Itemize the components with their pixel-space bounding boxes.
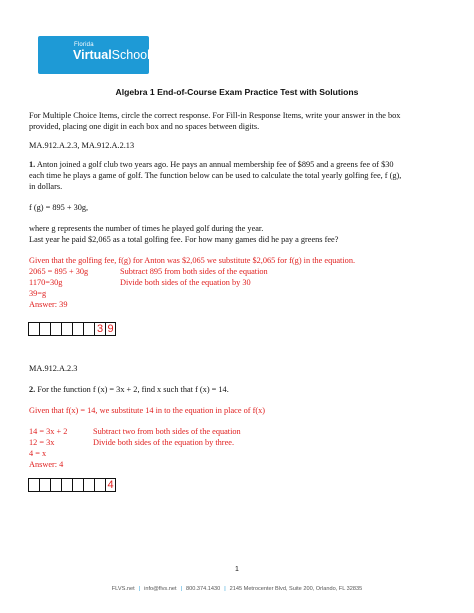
- benchmark-1: MA.912.A.2.3, MA.912.A.2.13: [29, 141, 135, 150]
- q1-where: where g represents the number of times he played golf during the year.: [29, 224, 264, 233]
- q1-function: f (g) = 895 + 30g,: [29, 203, 89, 212]
- answer-box[interactable]: [39, 478, 50, 492]
- q1-line-1: 1. Anton joined a golf club two years ago. He pays an annual membership fee of $895 and a greens fee of $30: [29, 160, 394, 169]
- footer-email-link[interactable]: info@flvs.net: [144, 586, 177, 592]
- q2-step-1-note: Subtract two from both sides of the equation: [93, 427, 241, 436]
- q1-step-1-note: Subtract 895 from both sides of the equation: [120, 267, 268, 276]
- footer: [0, 586, 474, 592]
- answer-box[interactable]: [83, 322, 94, 336]
- q1-solution-intro: Given that the golfing fee, f(g) for Anton was $2,065 we substitute $2,065 for f(g) in the equation.: [29, 256, 356, 265]
- answer-box[interactable]: 3: [94, 322, 105, 336]
- q1-line-2: each time he plays a game of golf. The function below can be used to calculate the total yearly golfing fee, f (g),: [29, 171, 402, 180]
- q2-step-3-eq: 4 = x: [29, 449, 47, 458]
- answer-box[interactable]: 9: [105, 322, 116, 336]
- q1-question: Last year he paid $2,065 as a total golfing fee. For how many games did he pay a greens fee?: [29, 235, 339, 244]
- answer-box[interactable]: [61, 322, 72, 336]
- q1-step-2-note: Divide both sides of the equation by 30: [120, 278, 251, 287]
- answer-box[interactable]: [83, 478, 94, 492]
- instructions-line-1: For Multiple Choice Items, circle the correct response. For Fill-in Response Items, write your answer in the box: [29, 111, 401, 120]
- answer-box[interactable]: [28, 478, 39, 492]
- q2-step-1-eq: 14 = 3x + 2: [29, 427, 68, 436]
- q1-answer-grid: [28, 322, 116, 336]
- flvs-logo: [38, 36, 149, 74]
- benchmark-2: MA.912.A.2.3: [29, 364, 78, 373]
- answer-box[interactable]: [28, 322, 39, 336]
- footer-separator: |: [138, 586, 141, 592]
- answer-box[interactable]: [50, 322, 61, 336]
- q1-step-1-eq: 2065 = 895 + 30g: [29, 267, 89, 276]
- footer-website-link[interactable]: FLVS.net: [111, 586, 135, 592]
- answer-box[interactable]: [61, 478, 72, 492]
- answer-box[interactable]: [39, 322, 50, 336]
- answer-box[interactable]: [94, 478, 105, 492]
- q1-step-3-eq: 39=g: [29, 289, 47, 298]
- footer-address: 2145 Metrocenter Blvd, Suite 200, Orlando, FL 32835: [229, 586, 363, 592]
- logo-florida-text: Florida: [74, 42, 94, 48]
- page-title: Algebra 1 End-of-Course Exam Practice Test with Solutions: [115, 87, 359, 97]
- answer-box[interactable]: [72, 478, 83, 492]
- q2-step-2-eq: 12 = 3x: [29, 438, 55, 447]
- footer-separator: |: [224, 586, 226, 592]
- answer-box[interactable]: 4: [105, 478, 116, 492]
- answer-box[interactable]: [72, 322, 83, 336]
- q2-solution-intro: Given that f(x) = 14, we substitute 14 in to the equation in place of f(x): [29, 406, 266, 415]
- q2-step-2-note: Divide both sides of the equation by three.: [93, 438, 235, 447]
- q2-answer: Answer: 4: [29, 460, 64, 469]
- footer-phone: 800.374.1430: [185, 586, 221, 592]
- q1-step-2-eq: 1170=30g: [29, 278, 63, 287]
- q1-answer: Answer: 39: [29, 300, 68, 309]
- footer-separator: |: [180, 586, 182, 592]
- q1-line-3: in dollars.: [29, 182, 63, 191]
- q2-answer-grid: [28, 478, 116, 492]
- q2-prompt: 2. For the function f (x) = 3x + 2, find x such that f (x) = 14.: [29, 385, 229, 394]
- instructions-line-2: provided, placing one digit in each box and no spaces between digits.: [29, 122, 260, 131]
- answer-box[interactable]: [50, 478, 61, 492]
- logo-virtual-school-text: VirtualSchool: [73, 48, 150, 62]
- page-number: 1: [235, 566, 239, 573]
